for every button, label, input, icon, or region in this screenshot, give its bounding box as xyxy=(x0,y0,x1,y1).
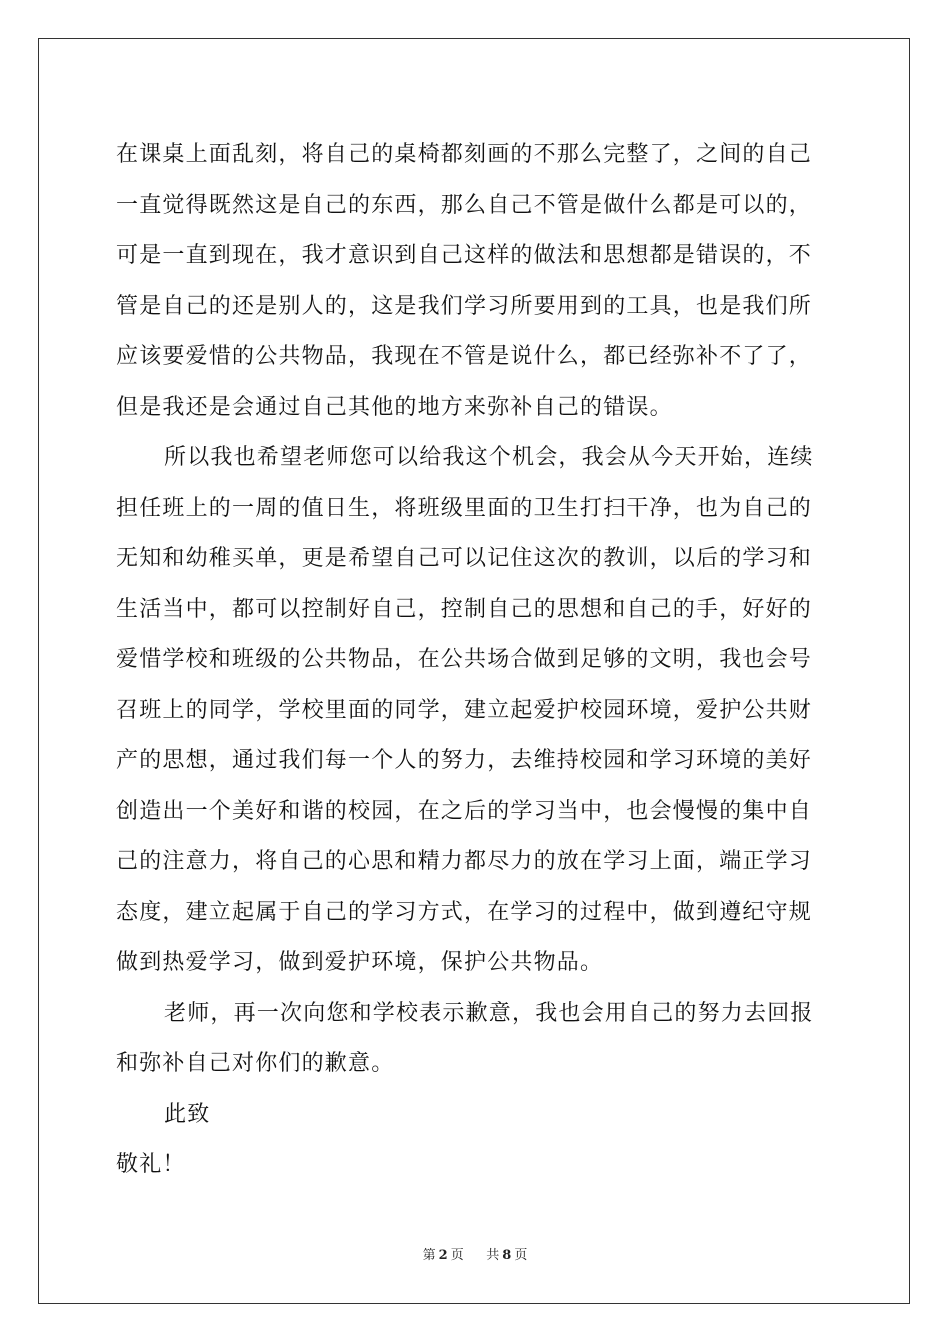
paragraph-start-line: 老师，再一次向您和学校表示歉意，我也会用自己的努力去回报 xyxy=(164,1000,814,1026)
body-line: 召班上的同学，学校里面的同学，建立起爱护校园环境，爱护公共财 xyxy=(116,697,813,723)
body-line: 应该要爱惜的公共物品，我现在不管是说什么，都已经弥补不了了， xyxy=(116,344,813,369)
page-suffix: 页 xyxy=(450,1248,464,1263)
current-page-number: 2 xyxy=(438,1248,448,1263)
body-line: 生活当中，都可以控制好自己，控制自己的思想和自己的手，好好的 xyxy=(116,596,813,622)
closing-regards: 敬礼！ xyxy=(116,1152,186,1177)
page-prefix: 第 xyxy=(422,1248,436,1263)
page-number-footer xyxy=(0,1244,950,1263)
paragraph-start-line: 所以我也希望老师您可以给我这个机会，我会从今天开始，连续 xyxy=(164,445,814,470)
body-line: 一直觉得既然这是自己的东西，那么自己不管是做什么都是可以的， xyxy=(116,192,813,218)
body-line: 无知和幼稚买单，更是希望自己可以记住这次的教训，以后的学习和 xyxy=(116,546,813,571)
body-line: 担任班上的一周的值日生，将班级里面的卫生打扫干净，也为自己的 xyxy=(116,495,813,521)
body-line: 爱惜学校和班级的公共物品，在公共场合做到足够的文明，我也会号 xyxy=(116,647,813,672)
closing-salutation: 此致 xyxy=(164,1101,211,1127)
total-suffix: 页 xyxy=(514,1248,528,1263)
body-line: 管是自己的还是别人的，这是我们学习所要用到的工具，也是我们所 xyxy=(116,293,813,319)
body-line: 在课桌上面乱刻，将自己的桌椅都刻画的不那么完整了，之间的自己 xyxy=(116,142,813,167)
letter-body xyxy=(116,130,836,1191)
total-prefix: 共 xyxy=(486,1248,500,1263)
body-line: 态度，建立起属于自己的学习方式，在学习的过程中，做到遵纪守规 xyxy=(116,899,813,925)
body-line: 做到热爱学习，做到爱护环境，保护公共物品。 xyxy=(116,950,604,975)
body-line: 可是一直到现在，我才意识到自己这样的做法和思想都是错误的，不 xyxy=(116,243,813,268)
total-pages-number: 8 xyxy=(502,1248,512,1263)
body-line: 但是我还是会通过自己其他的地方来弥补自己的错误。 xyxy=(116,394,673,420)
body-line: 创造出一个美好和谐的校园，在之后的学习当中，也会慢慢的集中自 xyxy=(116,798,813,824)
body-line: 己的注意力，将自己的心思和精力都尽力的放在学习上面，端正学习 xyxy=(116,849,813,874)
body-line: 产的思想，通过我们每一个人的努力，去维持校园和学习环境的美好 xyxy=(116,748,813,773)
body-line: 和弥补自己对你们的歉意。 xyxy=(116,1051,395,1076)
